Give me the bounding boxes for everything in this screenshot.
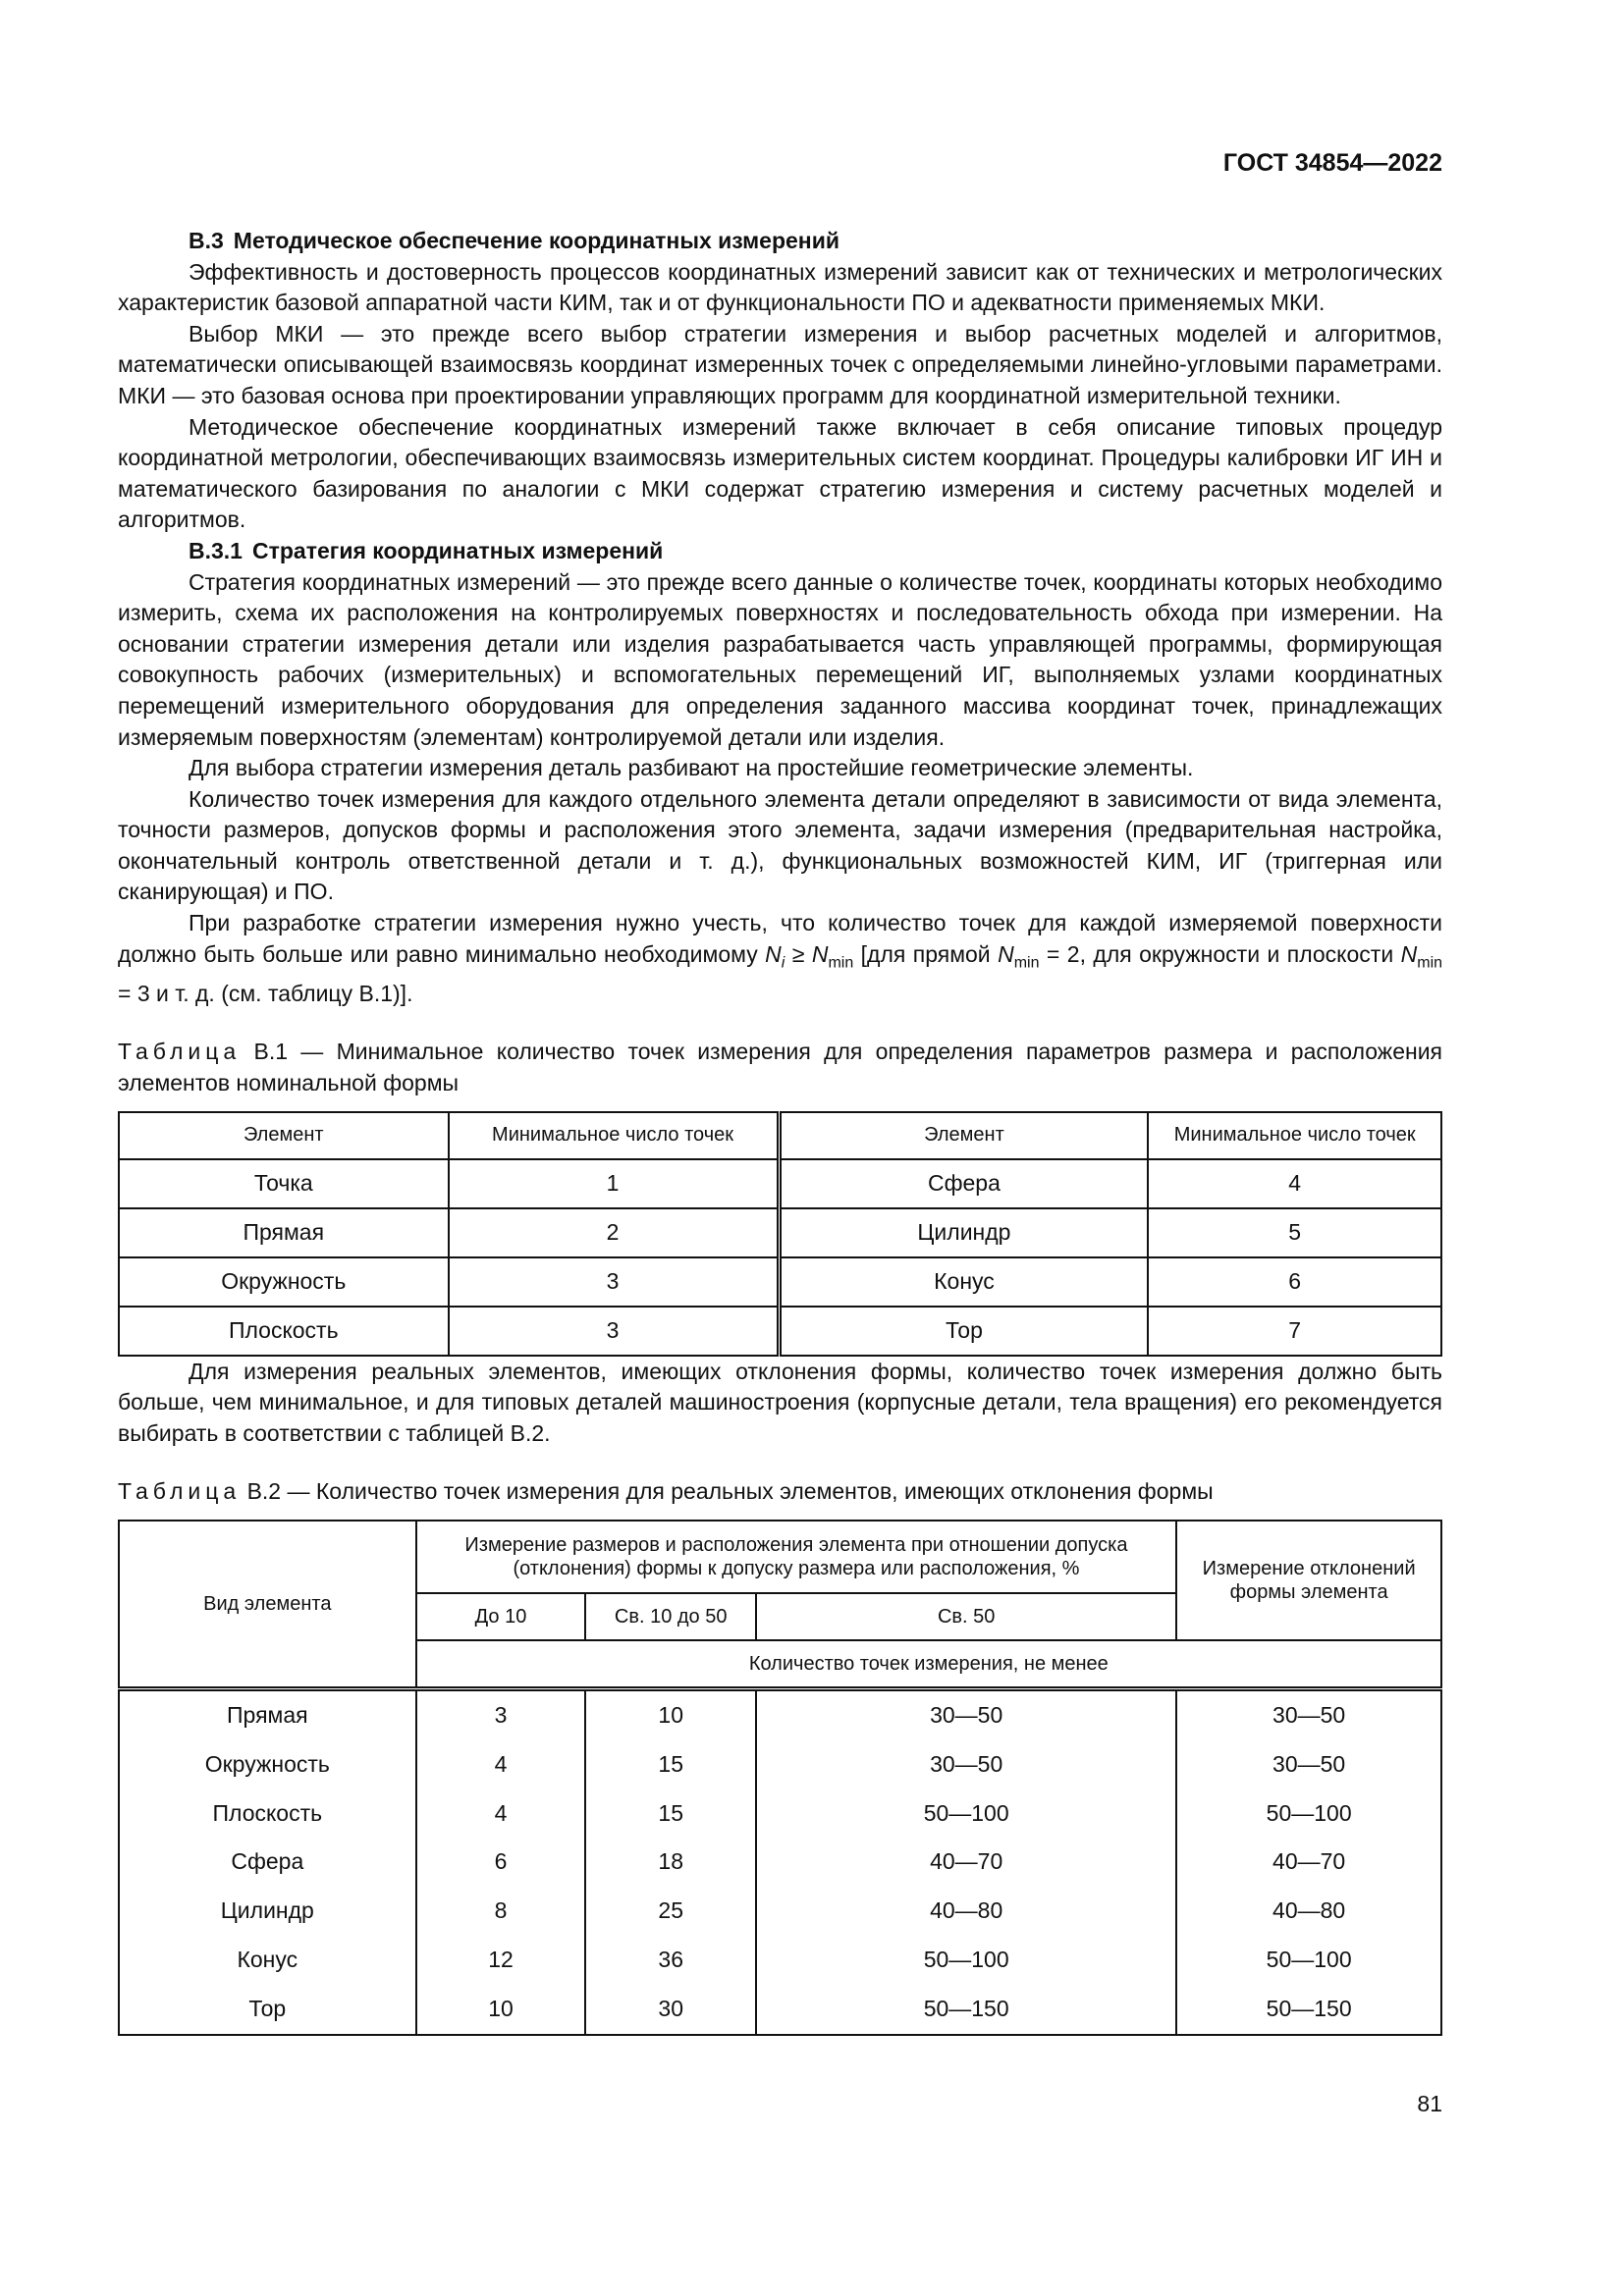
subsection-title: Стратегия координатных измерений [251,537,664,563]
table-cell: 3 [449,1307,780,1356]
table-cell: Плоскость [119,1307,449,1356]
table-cell: 50—100 [1176,1789,1441,1839]
symbol-n: N [765,940,782,967]
table-cell: 50—100 [1176,1936,1441,1985]
table-cell: Сфера [779,1159,1148,1208]
table-header-row [119,1112,1441,1159]
table2-caption [118,1476,1442,1508]
document-code: ГОСТ 34854—2022 [1222,149,1442,177]
table-cell: 3 [416,1689,586,1740]
page-content [118,226,1442,2036]
table-cell: 40—80 [756,1887,1176,1936]
table-label: Таблица [118,1039,242,1065]
table-cell: Тор [119,1985,416,2035]
subscript-min: min [1417,954,1443,972]
table-row [119,1257,1441,1307]
text: При разработке стратегии измерения нужно учесть, что количество точек для каждой измеряемой поверхности должно быть больше или равно минимально необходимому [118,910,1442,967]
paragraph: Количество точек измерения для каждого отдельного элемента детали определяют в зависимости от вида элемента, точности размеров, допусков формы и расположения этого элемента, задачи измерения (предварительная настройка, окончательный контроль ответственной детали и т. д.), функциональных возможностей КИМ, ИГ (триггерная или сканирующая) и ПО. [118,785,1442,905]
table-cell: 30—50 [756,1689,1176,1740]
header-cell: Элемент [119,1112,449,1159]
table-row [119,1887,1441,1936]
table-cell: 6 [416,1838,586,1887]
header-kind: Вид элемента [119,1521,416,1689]
table-cell: 2 [449,1208,780,1257]
text: [для прямой [853,940,999,967]
table-cell: 15 [585,1789,756,1839]
paragraph: Выбор МКИ — это прежде всего выбор стратегии измерения и выбор расчетных моделей и алгоритмов, математически описывающей взаимосвязь координат измеренных точек с определяемыми линейно-угловыми параметрами. МКИ — это базовая основа при проектировании управляющих программ для координатной измерительной техники. [118,320,1442,408]
table-cell: 30—50 [1176,1740,1441,1789]
text: = 3 и т. д. (см. таблицу В.1)]. [118,980,413,1006]
text: = 2, для окружности и плоскости [1039,940,1401,967]
header-count: Количество точек измерения, не менее [416,1640,1441,1689]
table-label: Таблица [118,1478,242,1505]
table-row [119,1985,1441,2035]
table-b2 [118,1520,1442,2036]
table-cell: Сфера [119,1838,416,1887]
table-cell: 10 [416,1985,586,2035]
section-title: Методическое обеспечение координатных измерений [233,228,839,253]
subscript-min: min [828,954,854,972]
table-cell: 25 [585,1887,756,1936]
table-cell: Прямая [119,1208,449,1257]
header-sub: Св. 10 до 50 [585,1593,756,1640]
paragraph: Для выбора стратегии измерения деталь разбивают на простейшие геометрические элементы. [189,755,1194,781]
table-cell: 7 [1148,1307,1441,1356]
table1-caption [118,1037,1442,1098]
table-cell: 4 [416,1789,586,1839]
table-cell: 4 [416,1740,586,1789]
table-cell: 12 [416,1936,586,1985]
table-cell: Тор [779,1307,1148,1356]
table-row [119,1936,1441,1985]
table-cell: 6 [1148,1257,1441,1307]
page-number: 81 [1417,2091,1442,2116]
header-cell: Минимальное число точек [1148,1112,1441,1159]
table-cell: Цилиндр [119,1887,416,1936]
table-cell: 3 [449,1257,780,1307]
table-cell: 40—70 [1176,1838,1441,1887]
header-cell: Элемент [779,1112,1148,1159]
section-number: В.3 [189,228,224,253]
symbol-n: N [998,940,1014,967]
table-cell: 10 [585,1689,756,1740]
table-cell: 15 [585,1740,756,1789]
header-group: Измерение размеров и расположения элемента при отношении допуска (отклонения) формы к допуску размера или расположения, % [416,1521,1177,1593]
table-cell: Окружность [119,1257,449,1307]
table-caption-text: В.1 — Минимальное количество точек измерения для определения параметров размера и расположения элементов номинальной формы [118,1039,1442,1096]
subscript-i: i [781,954,785,972]
header-form: Измерение отклонений формы элемента [1176,1521,1441,1640]
table-row [119,1689,1441,1740]
table-cell: 50—100 [756,1789,1176,1839]
table-row [119,1208,1441,1257]
table-cell: 50—100 [756,1936,1176,1985]
table-cell: 36 [585,1936,756,1985]
table-cell: 30 [585,1985,756,2035]
table-cell: 40—80 [1176,1887,1441,1936]
paragraph: Стратегия координатных измерений — это прежде всего данные о количестве точек, координаты которых необходимо измерить, схема их расположения на контролируемых поверхностях и последовательность обхода при измерении. На основании стратегии измерения детали или изделия разрабатывается часть управляющей программы, формирующая совокупность рабочих (измерительных) и вспомогательных перемещений ИГ, выполняемых узлами координатных перемещений измерительного оборудования для определения заданного массива координат точек, принадлежащих измеряемым поверхностям (элементам) контролируемой детали или изделия. [118,568,1442,750]
table-cell: 5 [1148,1208,1441,1257]
table-row [119,1307,1441,1356]
table-cell: Плоскость [119,1789,416,1839]
section-heading [118,226,1442,257]
paragraph: Методическое обеспечение координатных измерений также включает в себя описание типовых процедур координатной метрологии, обеспечивающих взаимосвязь измерительных систем координат. Процедуры калибровки ИГ ИН и математического базирования по аналогии с МКИ содержат стратегию измерения и систему расчетных моделей и алгоритмов. [118,413,1442,533]
table-row [119,1159,1441,1208]
table-cell: Конус [119,1936,416,1985]
symbol-n: N [1400,940,1418,967]
table-cell: 4 [1148,1159,1441,1208]
table-row [119,1838,1441,1887]
table-row [119,1740,1441,1789]
table-cell: 1 [449,1159,780,1208]
table-cell: Прямая [119,1689,416,1740]
table-cell: Конус [779,1257,1148,1307]
table-cell: 50—150 [1176,1985,1441,2035]
subscript-min: min [1013,954,1040,972]
table-cell: 30—50 [1176,1689,1441,1740]
table-cell: 30—50 [756,1740,1176,1789]
subsection-number: В.3.1 [189,537,243,563]
table-cell: 40—70 [756,1838,1176,1887]
table-cell: Цилиндр [779,1208,1148,1257]
table-cell: Точка [119,1159,449,1208]
paragraph: Эффективность и достоверность процессов координатных измерений зависит как от технических и метрологических характеристик базовой аппаратной части КИМ, так и от функциональности ПО и адекватности применяемых МКИ. [118,258,1442,316]
table-cell: 50—150 [756,1985,1176,2035]
formula-paragraph [118,908,1442,1009]
paragraph: Для измерения реальных элементов, имеющих отклонения формы, количество точек измерения должно быть больше, чем минимальное, и для типовых деталей машиностроения (корпусные детали, тела вращения) его рекомендуется выбирать в соответствии с таблицей В.2. [118,1358,1442,1446]
subsection-heading [118,536,1442,567]
table-cell: 8 [416,1887,586,1936]
table-cell: Окружность [119,1740,416,1789]
header-cell: Минимальное число точек [449,1112,780,1159]
table-row [119,1789,1441,1839]
header-sub: До 10 [416,1593,586,1640]
table-cell: 18 [585,1838,756,1887]
symbol-n: N [811,940,829,967]
table-caption-text: В.2 — Количество точек измерения для реальных элементов, имеющих отклонения формы [241,1478,1214,1505]
table-b1 [118,1111,1442,1357]
ge-sign: ≥ [785,940,812,967]
header-sub: Св. 50 [756,1593,1176,1640]
